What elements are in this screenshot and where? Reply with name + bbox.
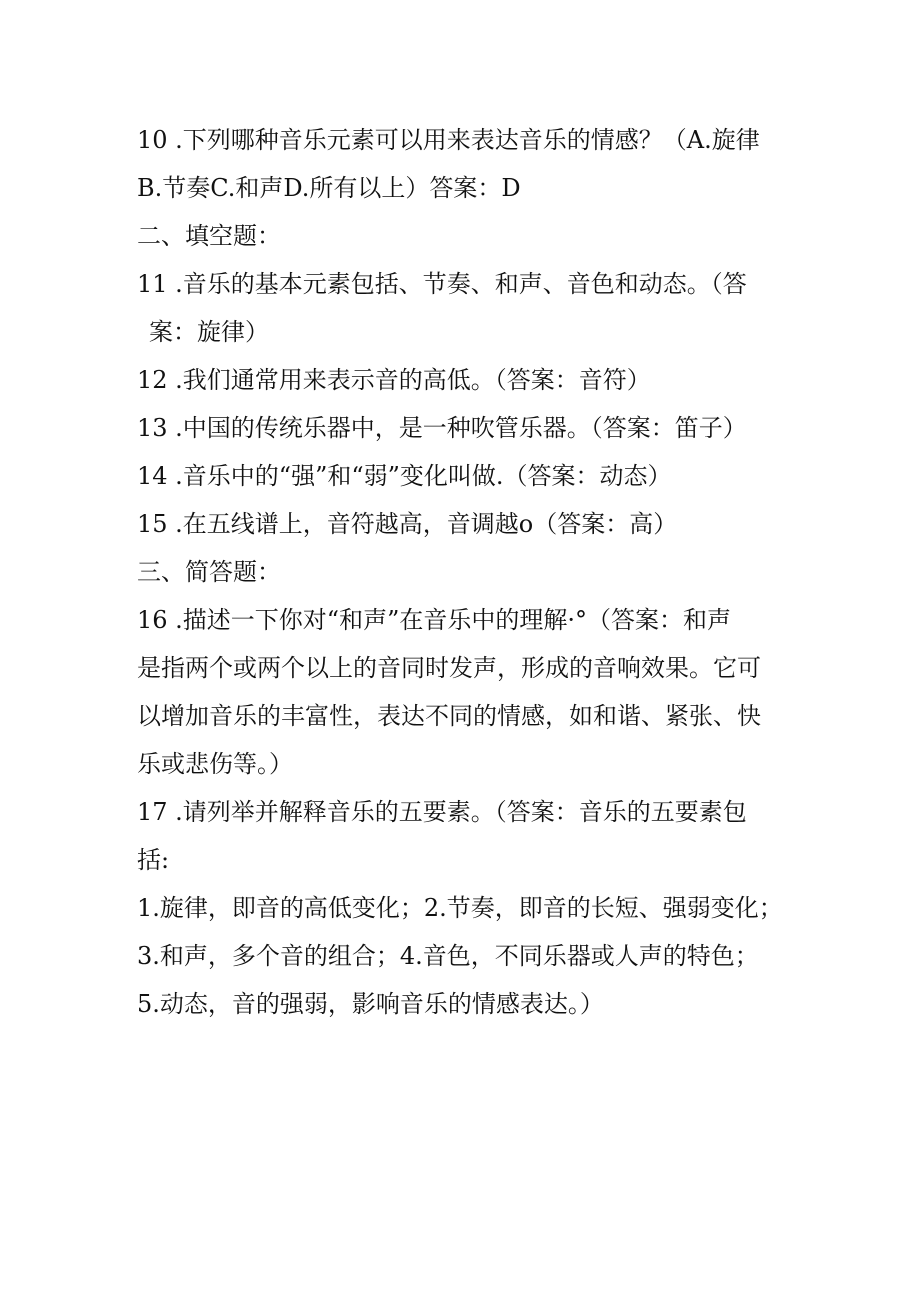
question-17-line-4: 3.和声，多个音的组合；4.音色，不同乐器或人声的特色；: [137, 942, 759, 970]
question-14: 14 .音乐中的“强”和“弱”变化叫做.（答案：动态）: [137, 462, 672, 490]
question-11-line-2: 案：旋律）: [149, 318, 269, 346]
question-10-line-2: B.节奏C.和声D.所有以上）答案：D: [137, 174, 521, 202]
question-12: 12 .我们通常用来表示音的高低。（答案：音符）: [137, 366, 651, 394]
question-16-line-2: 是指两个或两个以上的音同时发声，形成的音响效果。它可: [137, 654, 761, 682]
question-16-line-3: 以增加音乐的丰富性，表达不同的情感，如和谐、紧张、快: [137, 702, 761, 730]
question-17-line-3: 1.旋律，即音的高低变化；2.节奏，即音的长短、强弱变化；: [137, 894, 783, 922]
question-17-line-1: 17 .请列举并解释音乐的五要素。（答案：音乐的五要素包: [137, 798, 747, 826]
question-17-line-5: 5.动态，音的强弱，影响音乐的情感表达。）: [137, 990, 604, 1018]
question-10-line-1: 10 .下列哪种音乐元素可以用来表达音乐的情感？（A.旋律: [137, 126, 760, 154]
question-15: 15 .在五线谱上，音符越高，音调越o（答案：高）: [137, 510, 678, 538]
section-heading-short-answer: 三、简答题：: [137, 558, 281, 586]
question-16-line-4: 乐或悲伤等。）: [137, 750, 293, 778]
section-heading-fill-in: 二、填空题：: [137, 222, 281, 250]
question-16-line-1: 16 .描述一下你对“和声”在音乐中的理解·°（答案：和声: [137, 606, 731, 634]
question-13: 13 .中国的传统乐器中，是一种吹管乐器。（答案：笛子）: [137, 414, 747, 442]
question-11-line-1: 11 .音乐的基本元素包括、节奏、和声、音色和动态。（答: [137, 270, 747, 298]
document-body: [137, 116, 797, 1028]
question-17-line-2: 括:: [137, 846, 170, 874]
